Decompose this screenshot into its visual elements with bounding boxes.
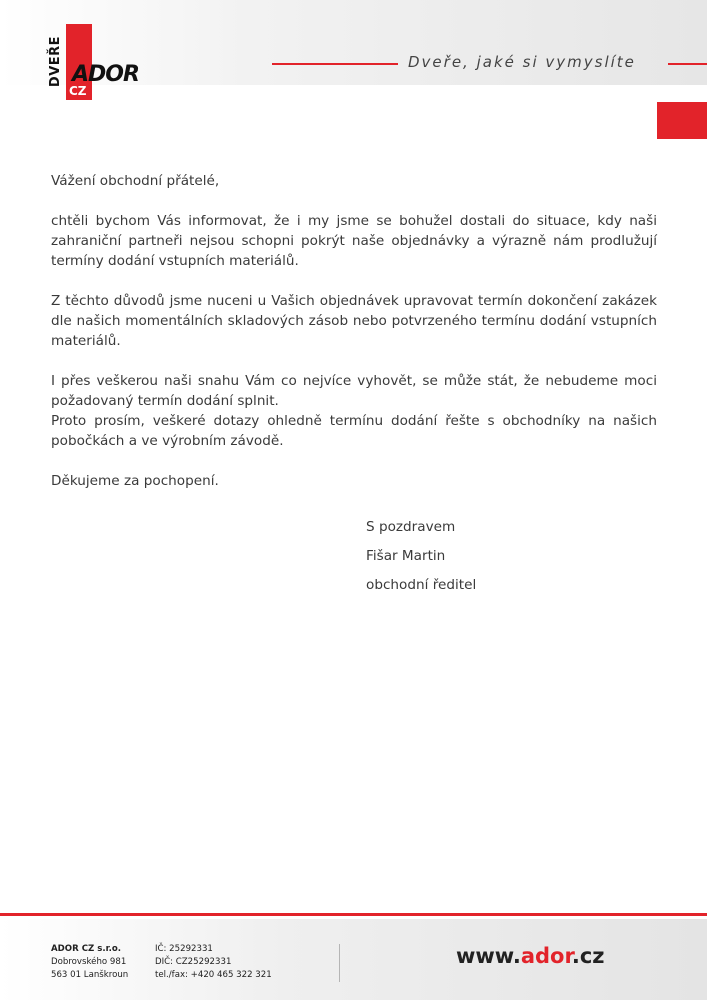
footer-address	[51, 943, 128, 982]
letter-paragraph-1: chtěli bychom Vás informovat, že i my jsme se bohužel dostali do situace, kdy naši zahraniční partneři nejsou schopni pokrýt naše objednávky a výrazně nám prodlužují termíny dodání vstupních materiálů.	[51, 213, 657, 269]
slogan-line-right	[668, 63, 707, 65]
logo-vertical-text: DVEŘE	[48, 35, 64, 87]
footer-company: ADOR CZ s.r.o.	[51, 944, 122, 954]
logo-country: CZ	[69, 84, 87, 98]
slogan-line-left	[272, 63, 398, 65]
footer-ico: IČ: 25292331	[155, 944, 213, 954]
footer-identifiers	[155, 943, 272, 982]
footer-red-line	[0, 913, 707, 916]
logo-brand: ADOR	[72, 62, 139, 87]
footer-divider	[339, 944, 340, 982]
footer-street: Dobrovského 981	[51, 957, 127, 967]
slogan: Dveře, jaké si vymyslíte	[408, 53, 636, 71]
letter-paragraph-2: Z těchto důvodů jsme nuceni u Vašich objednávek upravovat termín dokončení zakázek dle našich momentálních skladových zásob nebo potvrzeného termínu dodání vstupních materiálů.	[51, 293, 657, 349]
website-prefix: www.	[456, 944, 521, 968]
website-brand: ador	[520, 944, 572, 968]
signature-title: obchodní ředitel	[366, 577, 477, 593]
footer-city: 563 01 Lanškroun	[51, 970, 129, 980]
signature-salutation: S pozdravem	[366, 519, 456, 535]
letter-closing: Děkujeme za pochopení.	[51, 473, 219, 489]
company-logo	[48, 22, 168, 102]
letter-paragraph-3: I přes veškerou naši snahu Vám co nejvíce vyhovět, se může stát, že nebudeme moci požadovaný termín dodání splnit.	[51, 373, 657, 409]
footer-website-link[interactable]	[456, 944, 605, 968]
signature-name: Fišar Martin	[366, 548, 446, 564]
letter-greeting: Vážení obchodní přátelé,	[51, 173, 220, 189]
signature-block	[366, 516, 476, 603]
red-accent-tab	[657, 102, 707, 139]
logo-vertical-text-wrap	[48, 22, 64, 100]
letter-body	[51, 171, 657, 491]
footer-dic: DIČ: CZ25292331	[155, 957, 232, 967]
footer-phone: tel./fax: +420 465 322 321	[155, 970, 272, 980]
letter-paragraph-4: Proto prosím, veškeré dotazy ohledně termínu dodání řešte s obchodníky na našich pobočkách a ve výrobním závodě.	[51, 413, 657, 449]
website-suffix: .cz	[571, 944, 605, 968]
